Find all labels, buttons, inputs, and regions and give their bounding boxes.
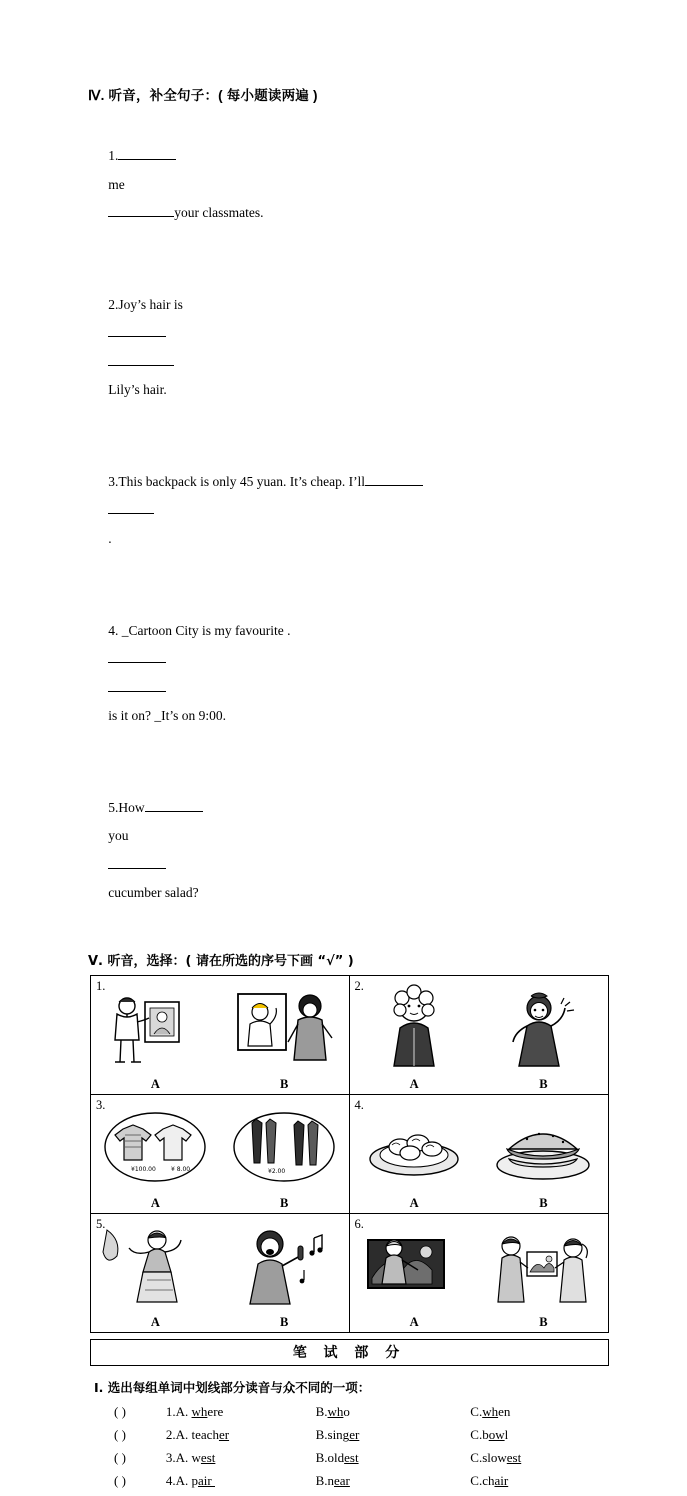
cell-pictures [91, 1220, 349, 1308]
section-heading-phonics: Ⅰ. 选出每组单词中划线部分读音与众不同的一项： [94, 1379, 371, 1395]
cell-number: 3. [96, 1097, 106, 1112]
written-part-banner: 笔 试 部 分 [90, 1339, 609, 1366]
q4-text-a: 4. _Cartoon City is my favourite . [108, 622, 291, 638]
option-b-label[interactable]: B [539, 1076, 548, 1091]
option-c[interactable]: C.slowest [470, 1449, 522, 1465]
option-a-label[interactable]: A [150, 1076, 160, 1091]
q1-text-a: me [108, 176, 125, 192]
answer-blank[interactable] [108, 678, 166, 692]
answer-paren[interactable]: ( ) [114, 1403, 126, 1419]
option-a[interactable]: 4.A. pair [165, 1472, 215, 1488]
cell-pictures [350, 1101, 609, 1189]
cell-labels [350, 1077, 609, 1092]
answer-blank[interactable] [108, 649, 166, 663]
option-b[interactable]: B.singer [315, 1426, 360, 1442]
option-a[interactable]: 3.A. west [165, 1449, 216, 1465]
cell-number: 5. [96, 1216, 106, 1231]
cell-number: 1. [96, 978, 106, 993]
two-pens-price-icon[interactable] [230, 1103, 338, 1187]
picture-choice-grid [90, 975, 609, 1333]
answer-paren[interactable]: ( ) [114, 1449, 126, 1465]
answer-blank[interactable] [118, 147, 176, 161]
option-c[interactable]: C.when [470, 1403, 511, 1419]
answer-blank[interactable] [108, 203, 174, 217]
option-a[interactable]: 2.A. teacher [165, 1426, 230, 1442]
q5-text-b: you [108, 828, 129, 844]
phonics-row-3 [88, 1450, 610, 1466]
cell-labels [91, 1315, 349, 1330]
grid-cell-6 [350, 1214, 609, 1332]
question-4 [88, 589, 610, 759]
option-a-label[interactable]: A [150, 1195, 160, 1210]
answer-blank[interactable] [145, 798, 203, 812]
option-a-label[interactable]: A [409, 1195, 419, 1210]
cell-labels [350, 1196, 609, 1211]
q5-text-a: 5.How [108, 799, 145, 815]
cell-labels [91, 1077, 349, 1092]
woman-painting-picture-icon[interactable] [360, 1222, 468, 1306]
cell-number: 4. [354, 1097, 364, 1112]
q1-num: 1. [108, 148, 119, 164]
girl-singing-microphone-icon[interactable] [230, 1222, 338, 1306]
svg-text:¥2.00: ¥2.00 [268, 1167, 286, 1175]
option-c[interactable]: C.bowl [470, 1426, 509, 1442]
option-b-label[interactable]: B [539, 1195, 548, 1210]
answer-paren[interactable]: ( ) [114, 1426, 126, 1442]
question-1 [88, 114, 610, 256]
question-5 [88, 766, 610, 936]
grid-cell-1 [91, 976, 350, 1094]
girl-waving-icon[interactable] [489, 984, 597, 1068]
grid-cell-3 [91, 1095, 350, 1213]
grid-row [91, 1095, 608, 1214]
option-b-label[interactable]: B [279, 1314, 289, 1329]
option-b[interactable]: B.oldest [315, 1449, 359, 1465]
answer-blank[interactable] [108, 855, 166, 869]
answer-blank[interactable] [108, 324, 166, 338]
option-a-label[interactable]: A [409, 1076, 419, 1091]
cell-labels [91, 1196, 349, 1211]
question-2 [88, 263, 610, 433]
cell-labels [350, 1315, 609, 1330]
section-heading-listen-choose: Ⅴ. 听音，选择：( 请在所选的序号下画 “√” ) [88, 953, 354, 969]
two-children-with-picture-icon[interactable] [489, 1222, 597, 1306]
q4-text-b: is it on? _It’s on 9:00. [108, 707, 226, 723]
answer-paren[interactable]: ( ) [114, 1472, 126, 1488]
woman-and-child-photo-icon[interactable] [230, 984, 338, 1068]
girl-dancing-icon[interactable] [101, 1222, 209, 1306]
answer-blank[interactable] [365, 472, 423, 486]
q3-text-a: 3.This backpack is only 45 yuan. It’s cheap. I’ll [108, 474, 366, 490]
option-a-label[interactable]: A [150, 1314, 160, 1329]
option-c[interactable]: C.chair [470, 1472, 509, 1488]
q3-text-b: . [108, 530, 112, 546]
curly-hair-woman-icon[interactable] [360, 984, 468, 1068]
option-a-label[interactable]: A [409, 1314, 419, 1329]
grid-cell-4 [350, 1095, 609, 1213]
answer-blank[interactable] [108, 501, 154, 515]
q2-text-b: Lily’s hair. [108, 382, 167, 398]
cell-number: 2. [354, 978, 364, 993]
option-b[interactable]: B.who [315, 1403, 350, 1419]
question-3 [88, 440, 610, 582]
q2-text-a: 2.Joy’s hair is [108, 297, 183, 313]
cell-pictures [91, 982, 349, 1070]
q1-text-b: your classmates. [174, 205, 264, 221]
option-b-label[interactable]: B [539, 1314, 548, 1329]
q5-text-c: cucumber salad? [108, 884, 199, 900]
option-a[interactable]: 1.A. where [165, 1403, 224, 1419]
page-content [88, 84, 610, 1496]
option-b-label[interactable]: B [279, 1076, 289, 1091]
grid-row [91, 1214, 608, 1332]
svg-text:¥100.00: ¥100.00 [131, 1165, 157, 1173]
option-b[interactable]: B.near [315, 1472, 350, 1488]
two-sweaters-prices-icon[interactable] [101, 1103, 209, 1187]
phonics-row-1 [88, 1404, 610, 1420]
hamburger-plate-icon[interactable] [489, 1103, 597, 1187]
option-b-label[interactable]: B [279, 1195, 289, 1210]
grid-cell-5 [91, 1214, 350, 1332]
phonics-row-2 [88, 1427, 610, 1443]
cell-pictures [350, 982, 609, 1070]
cell-pictures [350, 1220, 609, 1308]
grid-row [91, 976, 608, 1095]
plate-of-dumplings-icon[interactable] [360, 1103, 468, 1187]
phonics-row-4 [88, 1473, 610, 1489]
answer-blank[interactable] [108, 352, 174, 366]
svg-text:¥ 8.00: ¥ 8.00 [171, 1165, 191, 1173]
cell-number: 6. [354, 1216, 364, 1231]
grid-cell-2 [350, 976, 609, 1094]
section-heading-listen-complete: Ⅳ. 听音，补全句子：( 每小题读两遍 ) [88, 88, 318, 103]
boy-showing-photo-icon[interactable] [101, 984, 209, 1068]
cell-pictures [91, 1101, 349, 1189]
